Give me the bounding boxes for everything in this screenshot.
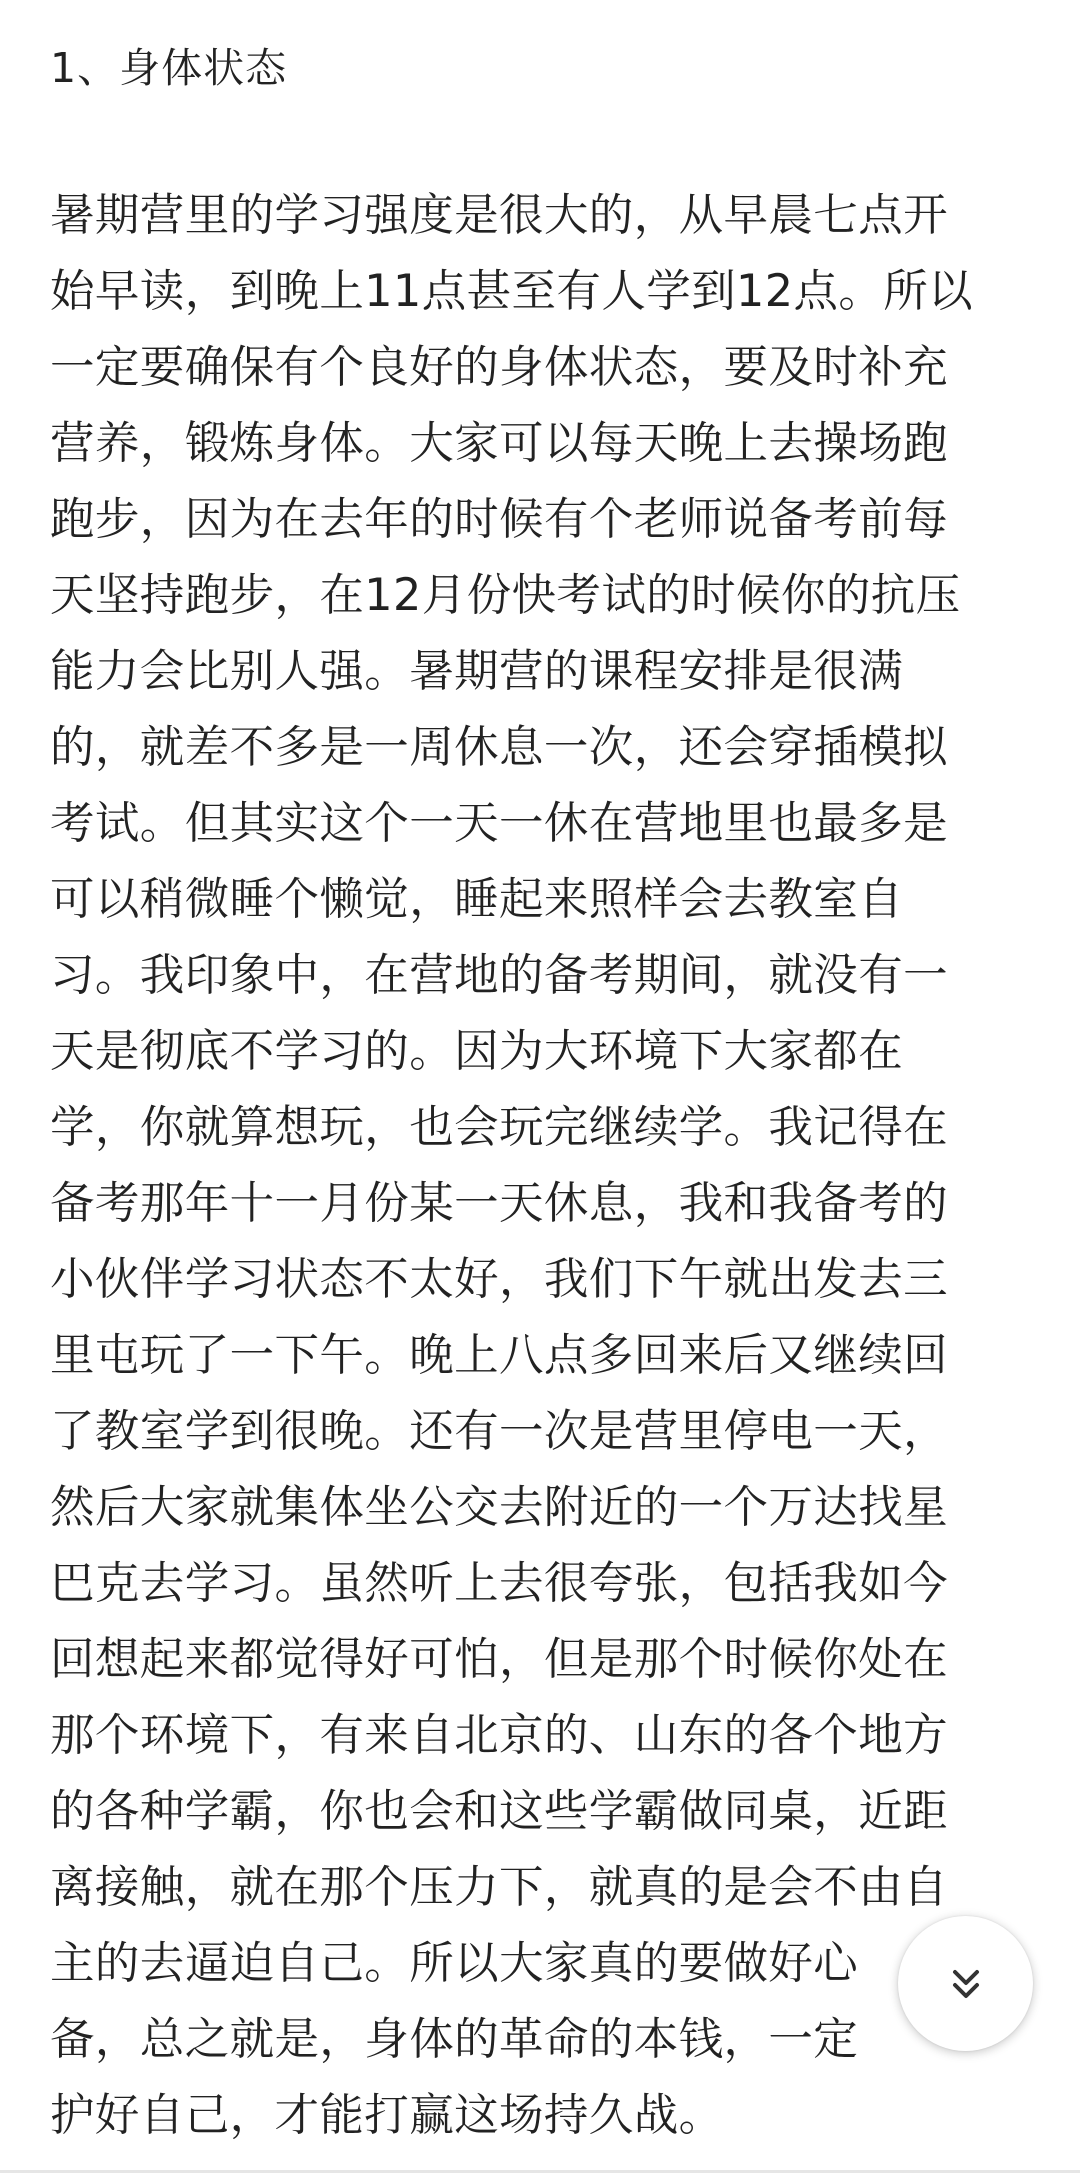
scroll-down-button[interactable] — [898, 1916, 1033, 2051]
article-line: 备考那年十一月份某一天休息，我和我备考的 — [50, 1178, 949, 1229]
article-line: 的，就差不多是一周休息一次，还会穿插模拟 — [50, 722, 949, 773]
bottom-divider — [0, 2170, 1080, 2173]
article-line: 主的去逼迫自己。所以大家真的要做好心 — [50, 1938, 859, 1989]
article-line: 可以稍微睡个懒觉，睡起来照样会去教室自 — [50, 874, 904, 925]
article-line: 能力会比别人强。暑期营的课程安排是很满 — [50, 646, 904, 697]
article-line: 一定要确保有个良好的身体状态，要及时补充 — [50, 342, 949, 393]
article-line: 天是彻底不学习的。因为大环境下大家都在 — [50, 1026, 904, 1077]
section-heading: 1、身体状态 — [50, 44, 288, 92]
article-line: 离接触，就在那个压力下，就真的是会不由自 — [50, 1862, 949, 1913]
article-line: 里屯玩了一下午。晚上八点多回来后又继续回 — [50, 1330, 949, 1381]
article-line: 始早读，到晚上11点甚至有人学到12点。所以 — [50, 266, 974, 317]
article-line: 考试。但其实这个一天一休在营地里也最多是 — [50, 798, 949, 849]
article-line: 了教室学到很晚。还有一次是营里停电一天， — [50, 1406, 949, 1457]
article-line: 跑步，因为在去年的时候有个老师说备考前每 — [50, 494, 949, 545]
article-line: 巴克去学习。虽然听上去很夸张，包括我如今 — [50, 1558, 949, 1609]
article-line: 那个环境下，有来自北京的、山东的各个地方 — [50, 1710, 949, 1761]
article-line: 回想起来都觉得好可怕，但是那个时候你处在 — [50, 1634, 949, 1685]
article-line: 营养，锻炼身体。大家可以每天晚上去操场跑 — [50, 418, 949, 469]
article-line: 习。我印象中，在营地的备考期间，就没有一 — [50, 950, 949, 1001]
article-line: 暑期营里的学习强度是很大的，从早晨七点开 — [50, 190, 949, 241]
article-line: 护好自己，才能打赢这场持久战。 — [50, 2090, 724, 2141]
double-chevron-down-icon — [946, 1964, 986, 2004]
article-line: 然后大家就集体坐公交去附近的一个万达找星 — [50, 1482, 949, 1533]
article-line: 备，总之就是，身体的革命的本钱，一定 — [50, 2014, 859, 2065]
article-line: 学，你就算想玩，也会玩完继续学。我记得在 — [50, 1102, 949, 1153]
article-line: 天坚持跑步，在12月份快考试的时候你的抗压 — [50, 570, 961, 621]
article-line: 小伙伴学习状态不太好，我们下午就出发去三 — [50, 1254, 949, 1305]
article-line: 的各种学霸，你也会和这些学霸做同桌，近距 — [50, 1786, 949, 1837]
article-body — [50, 178, 1035, 2154]
